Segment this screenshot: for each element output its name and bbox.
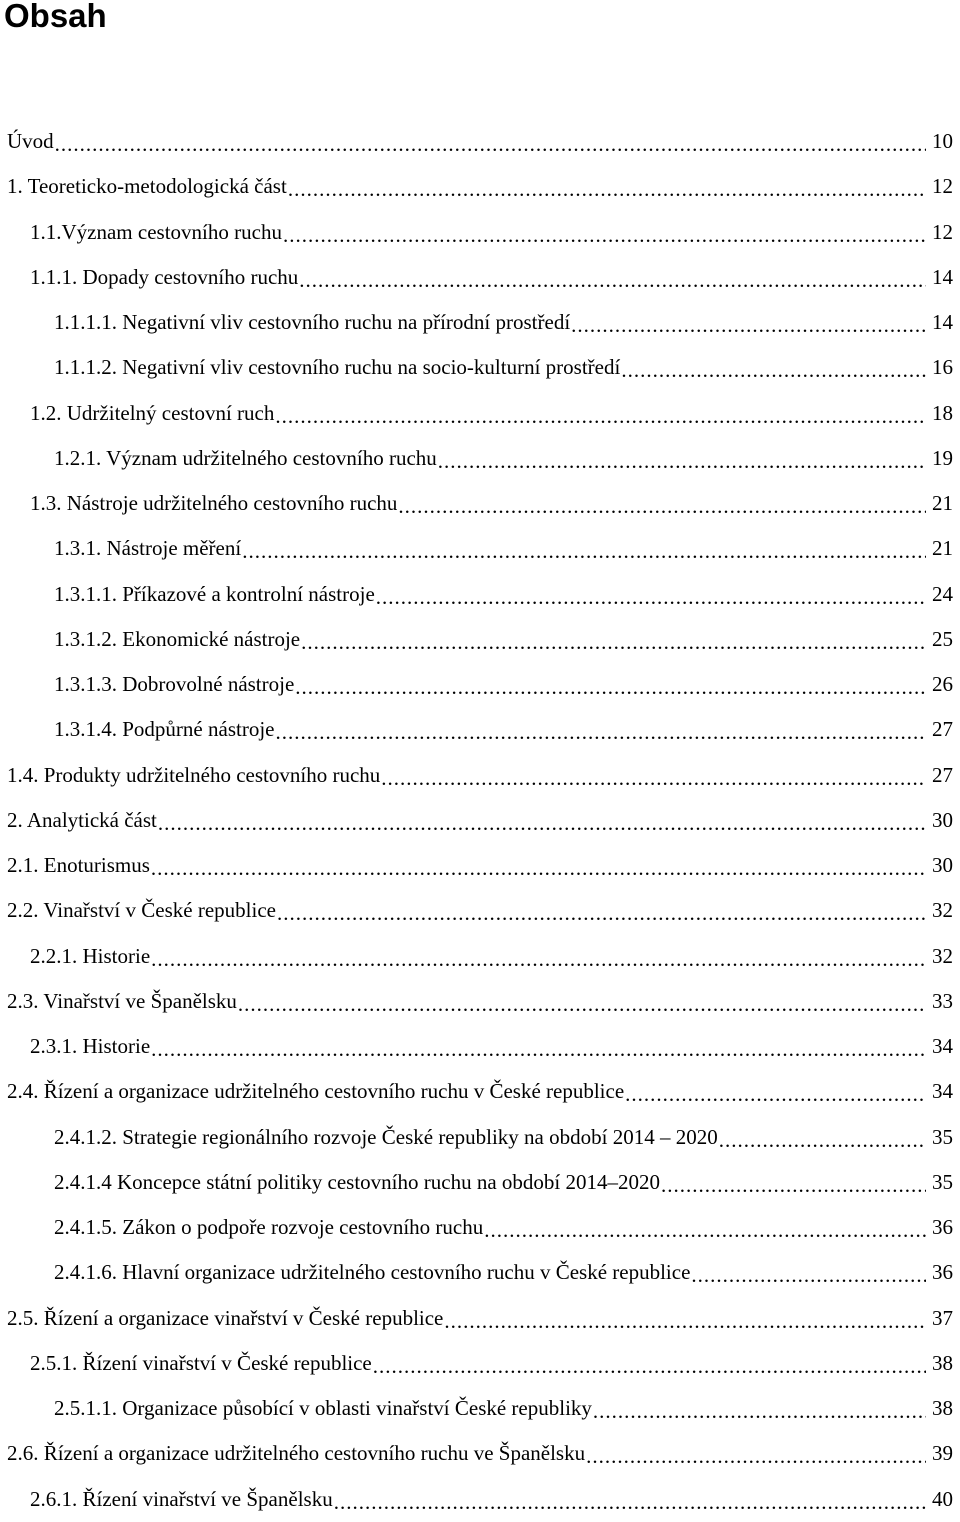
- toc-entry[interactable]: [0, 888, 960, 933]
- table-of-contents: [0, 119, 960, 1522]
- toc-dot-leader: [593, 1401, 926, 1422]
- toc-entry-title: 2.5.1. Řízení vinařství v České republice: [30, 1350, 372, 1375]
- toc-entry-page-number: 12: [932, 174, 953, 199]
- toc-entry[interactable]: [0, 1477, 960, 1522]
- toc-entry[interactable]: [0, 1341, 960, 1386]
- toc-entry-page-number: 34: [932, 1034, 953, 1059]
- toc-entry-page-number: 19: [932, 445, 953, 470]
- toc-entry-title: 1.3.1. Nástroje měření: [54, 536, 242, 561]
- toc-entry-page-number: 36: [932, 1260, 953, 1285]
- toc-dot-leader: [275, 722, 926, 743]
- toc-entry-title: 1.4. Produkty udržitelného cestovního ruchu: [7, 762, 381, 787]
- toc-dot-leader: [158, 813, 926, 834]
- toc-entry-title: 1.1.Význam cestovního ruchu: [30, 219, 282, 244]
- toc-dot-leader: [238, 994, 926, 1015]
- toc-dot-leader: [621, 360, 926, 381]
- toc-entry[interactable]: [0, 1115, 960, 1160]
- toc-entry[interactable]: [0, 345, 960, 390]
- toc-entry-title: 1.2. Udržitelný cestovní ruch: [30, 400, 275, 425]
- toc-dot-leader: [242, 541, 926, 562]
- toc-entry-title: 2.4.1.4 Koncepce státní politiky cestovního ruchu na období 2014–2020: [54, 1169, 660, 1194]
- toc-entry[interactable]: [0, 1160, 960, 1205]
- toc-entry-title: 1.3. Nástroje udržitelného cestovního ruchu: [30, 491, 398, 516]
- toc-entry[interactable]: [0, 481, 960, 526]
- toc-entry[interactable]: [0, 843, 960, 888]
- toc-entry[interactable]: [0, 1386, 960, 1431]
- toc-entry-title: 1.1.1.1. Negativní vliv cestovního ruchu na přírodní prostředí: [54, 310, 571, 335]
- toc-entry-title: 1.3.1.4. Podpůrné nástroje: [54, 717, 275, 742]
- toc-entry[interactable]: [0, 391, 960, 436]
- toc-dot-leader: [283, 225, 926, 246]
- toc-entry-page-number: 35: [932, 1124, 953, 1149]
- toc-entry[interactable]: [0, 210, 960, 255]
- toc-entry[interactable]: [0, 798, 960, 843]
- toc-entry-title: 2.4. Řízení a organizace udržitelného cestovního ruchu v České republice: [7, 1079, 625, 1104]
- toc-entry[interactable]: [0, 300, 960, 345]
- toc-dot-leader: [151, 1039, 926, 1060]
- toc-entry[interactable]: [0, 1250, 960, 1295]
- toc-entry-title: Úvod: [7, 129, 54, 154]
- toc-entry[interactable]: [0, 526, 960, 571]
- toc-entry[interactable]: [0, 164, 960, 209]
- toc-entry[interactable]: [0, 934, 960, 979]
- toc-entry-page-number: 33: [932, 988, 953, 1013]
- toc-dot-leader: [691, 1265, 926, 1286]
- toc-entry-page-number: 37: [932, 1305, 953, 1330]
- toc-entry-title: 2.6.1. Řízení vinařství ve Španělsku: [30, 1486, 333, 1511]
- toc-entry-title: 2.2. Vinařství v České republice: [7, 898, 276, 923]
- toc-dot-leader: [151, 949, 926, 970]
- toc-dot-leader: [299, 270, 926, 291]
- toc-entry-page-number: 38: [932, 1350, 953, 1375]
- toc-dot-leader: [301, 632, 926, 653]
- toc-dot-leader: [586, 1446, 926, 1467]
- toc-dot-leader: [288, 179, 926, 200]
- toc-entry-page-number: 26: [932, 672, 953, 697]
- toc-entry-title: 2.6. Řízení a organizace udržitelného cestovního ruchu ve Španělsku: [7, 1441, 586, 1466]
- toc-entry-page-number: 16: [932, 355, 953, 380]
- toc-entry[interactable]: [0, 572, 960, 617]
- toc-dot-leader: [381, 768, 926, 789]
- toc-entry-title: 1.3.1.2. Ekonomické nástroje: [54, 626, 301, 651]
- toc-entry-title: 2.4.1.2. Strategie regionálního rozvoje České republiky na období 2014 – 2020: [54, 1124, 718, 1149]
- page-heading: Obsah: [4, 0, 107, 34]
- toc-entry[interactable]: [0, 662, 960, 707]
- toc-entry[interactable]: [0, 753, 960, 798]
- toc-entry[interactable]: [0, 436, 960, 481]
- toc-dot-leader: [295, 677, 926, 698]
- toc-entry-page-number: 40: [932, 1486, 953, 1511]
- toc-dot-leader: [334, 1492, 926, 1513]
- toc-entry[interactable]: [0, 1069, 960, 1114]
- toc-entry-page-number: 12: [932, 219, 953, 244]
- toc-dot-leader: [438, 451, 926, 472]
- toc-entry-page-number: 30: [932, 807, 953, 832]
- toc-entry-page-number: 34: [932, 1079, 953, 1104]
- toc-entry-title: 2.1. Enoturismus: [7, 853, 150, 878]
- toc-entry-page-number: 18: [932, 400, 953, 425]
- toc-entry-title: 2.5.1.1. Organizace působící v oblasti vinařství České republiky: [54, 1396, 592, 1421]
- toc-entry[interactable]: [0, 1296, 960, 1341]
- toc-dot-leader: [661, 1175, 926, 1196]
- toc-entry-title: 2.4.1.5. Zákon o podpoře rozvoje cestovního ruchu: [54, 1215, 484, 1240]
- toc-entry[interactable]: [0, 1431, 960, 1476]
- toc-entry-title: 2.3. Vinařství ve Španělsku: [7, 988, 237, 1013]
- toc-entry-page-number: 35: [932, 1169, 953, 1194]
- toc-entry-title: 1. Teoreticko-metodologická část: [7, 174, 287, 199]
- toc-entry-page-number: 14: [932, 264, 953, 289]
- toc-entry-page-number: 27: [932, 762, 953, 787]
- toc-entry-title: 1.3.1.1. Příkazové a kontrolní nástroje: [54, 581, 375, 606]
- toc-dot-leader: [398, 496, 926, 517]
- toc-dot-leader: [55, 134, 926, 155]
- toc-entry[interactable]: [0, 1024, 960, 1069]
- toc-dot-leader: [275, 406, 926, 427]
- toc-entry-title: 2. Analytická část: [7, 807, 157, 832]
- toc-dot-leader: [571, 315, 926, 336]
- toc-dot-leader: [484, 1220, 926, 1241]
- toc-entry-page-number: 36: [932, 1215, 953, 1240]
- toc-entry-page-number: 24: [932, 581, 953, 606]
- toc-entry-page-number: 32: [932, 898, 953, 923]
- toc-entry-page-number: 21: [932, 536, 953, 561]
- toc-entry-page-number: 14: [932, 310, 953, 335]
- toc-entry-page-number: 30: [932, 853, 953, 878]
- toc-entry-title: 1.2.1. Význam udržitelného cestovního ruchu: [54, 445, 437, 470]
- toc-entry-page-number: 25: [932, 626, 953, 651]
- toc-entry[interactable]: [0, 979, 960, 1024]
- toc-entry[interactable]: [0, 617, 960, 662]
- toc-entry-page-number: 10: [932, 129, 953, 154]
- toc-dot-leader: [625, 1084, 926, 1105]
- toc-entry-title: 2.4.1.6. Hlavní organizace udržitelného cestovního ruchu v České republice: [54, 1260, 691, 1285]
- toc-dot-leader: [373, 1356, 926, 1377]
- toc-entry-title: 1.1.1.2. Negativní vliv cestovního ruchu na socio-kulturní prostředí: [54, 355, 621, 380]
- toc-dot-leader: [444, 1311, 926, 1332]
- toc-dot-leader: [719, 1130, 926, 1151]
- toc-entry-page-number: 21: [932, 491, 953, 516]
- toc-dot-leader: [376, 587, 926, 608]
- toc-entry-page-number: 38: [932, 1396, 953, 1421]
- toc-entry-title: 2.2.1. Historie: [30, 943, 151, 968]
- toc-entry-page-number: 39: [932, 1441, 953, 1466]
- toc-entry-page-number: 32: [932, 943, 953, 968]
- toc-entry[interactable]: [0, 1205, 960, 1250]
- toc-entry[interactable]: [0, 255, 960, 300]
- toc-dot-leader: [151, 858, 926, 879]
- toc-dot-leader: [277, 903, 926, 924]
- toc-entry-title: 2.3.1. Historie: [30, 1034, 151, 1059]
- toc-entry[interactable]: [0, 119, 960, 164]
- toc-entry[interactable]: [0, 707, 960, 752]
- toc-entry-title: 2.5. Řízení a organizace vinařství v České republice: [7, 1305, 444, 1330]
- toc-entry-title: 1.3.1.3. Dobrovolné nástroje: [54, 672, 295, 697]
- toc-entry-title: 1.1.1. Dopady cestovního ruchu: [30, 264, 299, 289]
- toc-entry-page-number: 27: [932, 717, 953, 742]
